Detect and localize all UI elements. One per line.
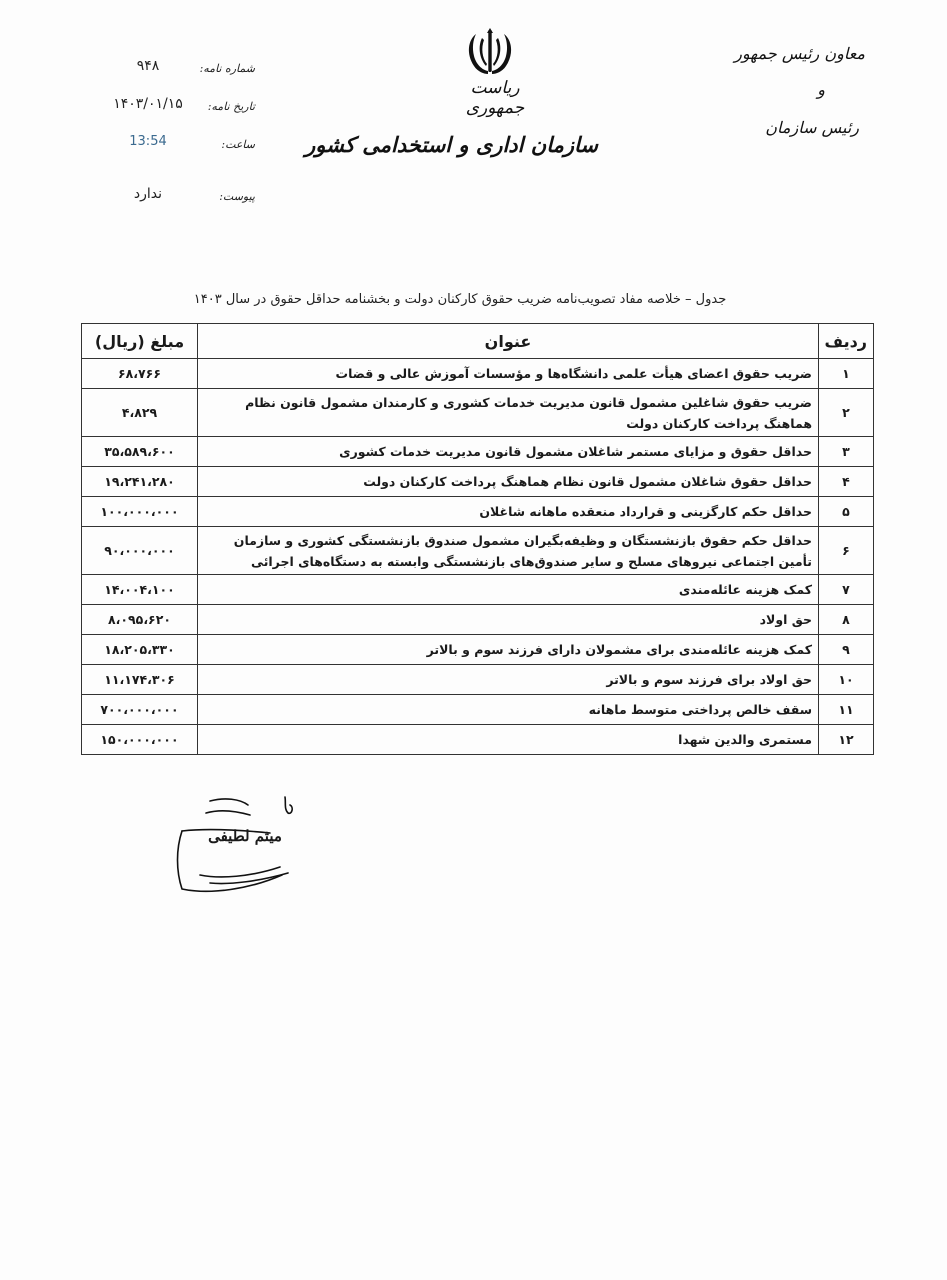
- header-index: ردیف: [819, 324, 874, 359]
- header-title: عنوان: [198, 324, 819, 359]
- table-row: [82, 695, 874, 725]
- row-amount: ۶۸،۷۶۶: [82, 359, 198, 389]
- row-amount: ۷۰۰،۰۰۰،۰۰۰: [82, 695, 198, 725]
- letter-time-label: ساعت:: [221, 138, 255, 151]
- table-row: [82, 665, 874, 695]
- signature-scribble-icon: [170, 793, 305, 898]
- iran-emblem-icon: [462, 28, 518, 76]
- row-amount: ۸،۰۹۵،۶۲۰: [82, 605, 198, 635]
- row-amount: ۴،۸۲۹: [82, 389, 198, 437]
- letter-date-label: تاریخ نامه:: [207, 100, 255, 113]
- letter-date-row: [95, 96, 255, 120]
- salary-table: [81, 323, 874, 755]
- row-amount: ۱۴،۰۰۴،۱۰۰: [82, 575, 198, 605]
- row-amount: ۱۸،۲۰۵،۳۳۰: [82, 635, 198, 665]
- table-row: [82, 725, 874, 755]
- row-index: ۱۲: [819, 725, 874, 755]
- letter-number: ۹۴۸: [136, 58, 160, 74]
- row-amount: ۱۵۰،۰۰۰،۰۰۰: [82, 725, 198, 755]
- row-index: ۴: [819, 467, 874, 497]
- row-title: حق اولاد: [198, 605, 819, 635]
- row-index: ۱: [819, 359, 874, 389]
- row-index: ۱۱: [819, 695, 874, 725]
- row-index: ۳: [819, 437, 874, 467]
- letter-attachment: ندارد: [133, 186, 163, 202]
- addressee-line-3: رئیس سازمان: [765, 118, 859, 137]
- row-index: ۵: [819, 497, 874, 527]
- row-amount: ۱۰۰،۰۰۰،۰۰۰: [82, 497, 198, 527]
- row-index: ۹: [819, 635, 874, 665]
- row-title: کمک هزینه عائله‌مندی برای مشمولان دارای فرزند سوم و بالاتر: [198, 635, 819, 665]
- row-index: ۸: [819, 605, 874, 635]
- table-header-row: [82, 324, 874, 359]
- table-row: [82, 437, 874, 467]
- letter-date: ۱۴۰۳/۰۱/۱۵: [113, 96, 183, 112]
- presidency-title: ریاست جمهوری: [465, 78, 525, 118]
- row-title: مستمری والدین شهدا: [198, 725, 819, 755]
- table-row: [82, 359, 874, 389]
- row-amount: ۱۹،۲۴۱،۲۸۰: [82, 467, 198, 497]
- signer-name: میثم لطیفی: [208, 827, 282, 845]
- row-title: ضریب حقوق اعضای هیأت علمی دانشگاه‌ها و مؤسسات آموزش عالی و قضات: [198, 359, 819, 389]
- row-index: ۶: [819, 527, 874, 575]
- row-index: ۷: [819, 575, 874, 605]
- row-title: حداقل حکم کارگزینی و قرارداد منعقده ماهانه شاغلان: [198, 497, 819, 527]
- row-amount: ۱۱،۱۷۴،۳۰۶: [82, 665, 198, 695]
- row-index: ۲: [819, 389, 874, 437]
- table-row: [82, 389, 874, 437]
- table-row: [82, 575, 874, 605]
- table-row: [82, 527, 874, 575]
- addressee-line-1: معاون رئیس جمهور: [734, 44, 865, 63]
- row-title: کمک هزینه عائله‌مندی: [198, 575, 819, 605]
- addressee-line-2: و: [817, 80, 825, 99]
- table-caption: جدول – خلاصه مفاد تصویب‌نامه ضریب حقوق کارکنان دولت و بخشنامه حداقل حقوق در سال ۱۴۰۳: [193, 292, 727, 307]
- letter-number-label: شماره نامه:: [199, 62, 255, 75]
- row-index: ۱۰: [819, 665, 874, 695]
- header-amount: مبلغ (ریال): [82, 324, 198, 359]
- table-row: [82, 635, 874, 665]
- letter-time-row: [95, 134, 255, 158]
- row-title: حداقل حقوق و مزایای مستمر شاغلان مشمول قانون مدیریت خدمات کشوری: [198, 437, 819, 467]
- row-title: ضریب حقوق شاغلین مشمول قانون مدیریت خدمات کشوری و کارمندان مشمول قانون نظام هماهنگ پرداخت کارکنان دولت: [198, 389, 819, 437]
- letter-time: 13:54: [129, 134, 167, 149]
- letter-attachment-label: پیوست:: [219, 190, 255, 203]
- table-row: [82, 605, 874, 635]
- letter-number-row: [95, 58, 255, 82]
- table-row: [82, 497, 874, 527]
- table-row: [82, 467, 874, 497]
- letter-attachment-row: [95, 186, 255, 210]
- row-title: حداقل حقوق شاغلان مشمول قانون نظام هماهنگ پرداخت کارکنان دولت: [198, 467, 819, 497]
- row-amount: ۹۰،۰۰۰،۰۰۰: [82, 527, 198, 575]
- organization-title: سازمان اداری و استخدامی کشور: [305, 132, 598, 157]
- row-title: حداقل حکم حقوق بازنشستگان و وظیفه‌بگیران مشمول صندوق بازنشستگی کشوری و سازمان تأمین اجتماعی نیروهای مسلح و سایر صندوق‌های بازنشستگی وابسته به دستگاه‌های اجرائی: [198, 527, 819, 575]
- row-amount: ۳۵،۵۸۹،۶۰۰: [82, 437, 198, 467]
- row-title: سقف خالص پرداختی متوسط ماهانه: [198, 695, 819, 725]
- row-title: حق اولاد برای فرزند سوم و بالاتر: [198, 665, 819, 695]
